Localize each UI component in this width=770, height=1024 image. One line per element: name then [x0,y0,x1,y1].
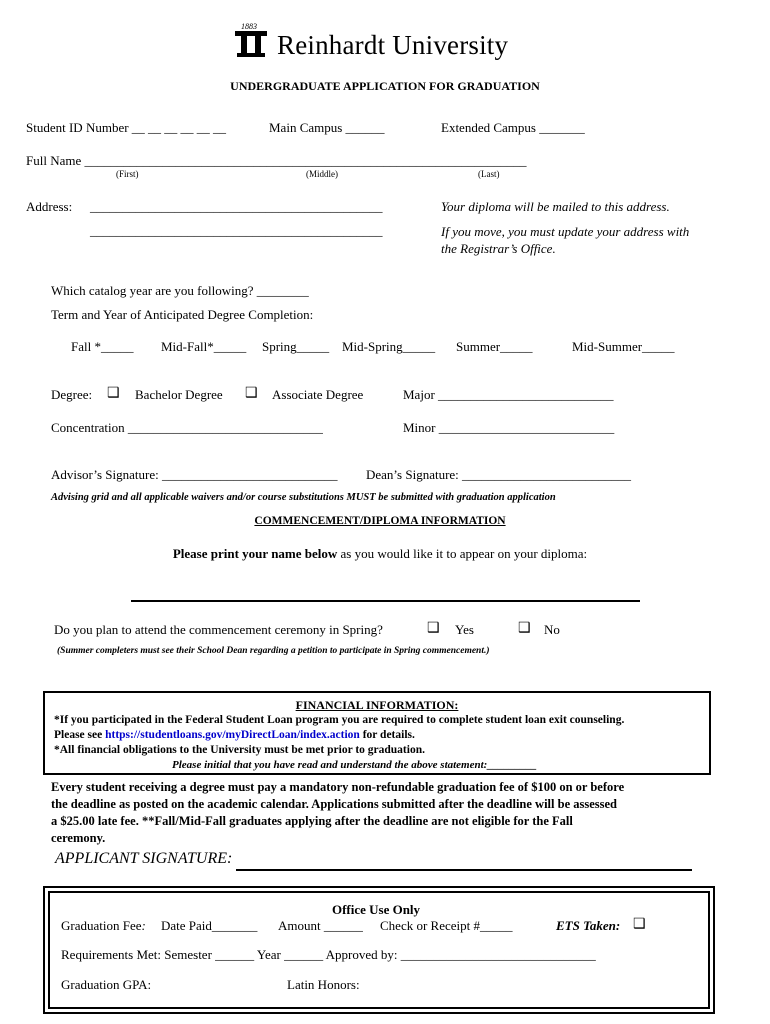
term-year-label: Term and Year of Anticipated Degree Completion: [51,307,314,322]
middle-name-caption: (Middle) [306,169,338,179]
term-summer[interactable]: Summer_____ [456,339,533,354]
address-update-note-1: If you move, you must update your address with [441,224,690,239]
financial-obligations-note: *All financial obligations to the University must be met prior to graduation. [54,744,425,756]
logo-year: 1883 [241,22,257,31]
yes-checkbox-icon[interactable]: ❑ [427,621,440,636]
term-spring[interactable]: Spring_____ [262,339,330,354]
major-field[interactable]: Major ___________________________ [403,387,614,402]
form-title: UNDERGRADUATE APPLICATION FOR GRADUATION [230,79,540,93]
main-campus-field[interactable]: Main Campus ______ [269,120,385,135]
concentration-field[interactable]: Concentration ______________________________ [51,420,323,435]
loan-link-prefix: Please see [54,729,106,741]
first-name-caption: (First) [116,169,139,179]
office-use-heading: Office Use Only [331,902,421,917]
fee-line-4: ceremony. [51,831,106,845]
applicant-signature-line[interactable] [236,869,692,871]
graduation-fee-text: Graduation Fee [61,918,142,933]
graduation-gpa-field[interactable]: Graduation GPA: [61,977,152,992]
requirements-met-field[interactable]: Requirements Met: Semester ______ Year ______ Approved by: ______________________________ [61,947,596,962]
fee-line-1: Every student receiving a degree must pay a mandatory non-refundable graduation fee of $100 on or before [51,780,625,794]
print-name-bold: Please print your name below [172,546,338,561]
associate-checkbox-icon[interactable]: ❑ [245,386,258,401]
ets-checkbox-icon[interactable]: ❑ [633,917,646,932]
print-name-rest: as you would like it to appear on your diploma: [337,546,588,561]
check-receipt-field[interactable]: Check or Receipt #_____ [380,918,513,933]
logo-name: Reinhardt University [277,30,509,60]
logo-pillars-icon [235,31,267,57]
advising-note: Advising grid and all applicable waivers and/or course substitutions MUST be submitted with graduation application [51,492,556,503]
degree-label: Degree: [51,387,93,402]
address-update-note-2: the Registrar’s Office. [441,241,556,256]
term-fall[interactable]: Fall *_____ [71,339,134,354]
last-name-caption: (Last) [478,169,500,179]
loan-link-line [54,729,415,741]
loan-link-suffix: for details. [359,729,415,741]
term-mid-summer[interactable]: Mid-Summer_____ [572,339,675,354]
fee-line-3: a $25.00 late fee. **Fall/Mid-Fall graduates applying after the deadline are not eligible for the Fall [51,814,573,828]
extended-campus-field[interactable]: Extended Campus _______ [441,120,585,135]
date-paid-field[interactable]: Date Paid_______ [161,918,258,933]
no-label: No [544,622,560,637]
applicant-signature-label: APPLICANT SIGNATURE: [55,850,233,867]
student-loans-link[interactable]: https://studentloans.gov/myDirectLoan/index.action [105,729,360,741]
bachelor-checkbox-icon[interactable]: ❑ [107,386,120,401]
catalog-year-field[interactable]: Which catalog year are you following? ________ [51,283,309,298]
latin-honors-field[interactable]: Latin Honors: [287,977,360,992]
student-id-field[interactable]: Student ID Number __ __ __ __ __ __ [26,120,227,135]
minor-field[interactable]: Minor ___________________________ [403,420,615,435]
attend-question: Do you plan to attend the commencement ceremony in Spring? [54,622,383,637]
no-checkbox-icon[interactable]: ❑ [518,621,531,636]
fee-line-2: the deadline as posted on the academic calendar. Applications submitted after the deadline will be assessed [51,797,617,811]
term-mid-spring[interactable]: Mid-Spring_____ [342,339,436,354]
full-name-field[interactable]: Full Name ____________________________________________________________________ [26,153,527,168]
graduation-fee-label: Graduation Fee: [61,918,146,933]
associate-degree-label: Associate Degree [272,387,364,402]
term-mid-fall[interactable]: Mid-Fall*_____ [161,339,247,354]
ets-taken-label: ETS Taken: [556,918,621,933]
address-line-2[interactable]: _____________________________________________ [90,223,383,238]
print-name-instruction [0,546,760,562]
yes-label: Yes [455,622,474,637]
initial-statement-field[interactable]: Please initial that you have read and understand the above statement:_________ [172,759,537,771]
commencement-heading: COMMENCEMENT/DIPLOMA INFORMATION [254,515,506,527]
address-note: Your diploma will be mailed to this address. [441,199,670,214]
summer-note: (Summer completers must see their School Dean regarding a petition to participate in Spring commencement.) [57,646,490,656]
dean-signature-field[interactable]: Dean’s Signature: __________________________ [366,467,632,482]
diploma-name-line[interactable] [131,600,640,602]
amount-field[interactable]: Amount ______ [278,918,363,933]
financial-heading: FINANCIAL INFORMATION: [295,698,459,712]
address-line-1[interactable]: _____________________________________________ [90,199,383,214]
advisor-signature-field[interactable]: Advisor’s Signature: ___________________________ [51,467,338,482]
loan-counseling-note: *If you participated in the Federal Student Loan program you are required to complete student loan exit counseling. [54,714,625,726]
bachelor-degree-label: Bachelor Degree [135,387,223,402]
address-label: Address: [26,199,73,214]
